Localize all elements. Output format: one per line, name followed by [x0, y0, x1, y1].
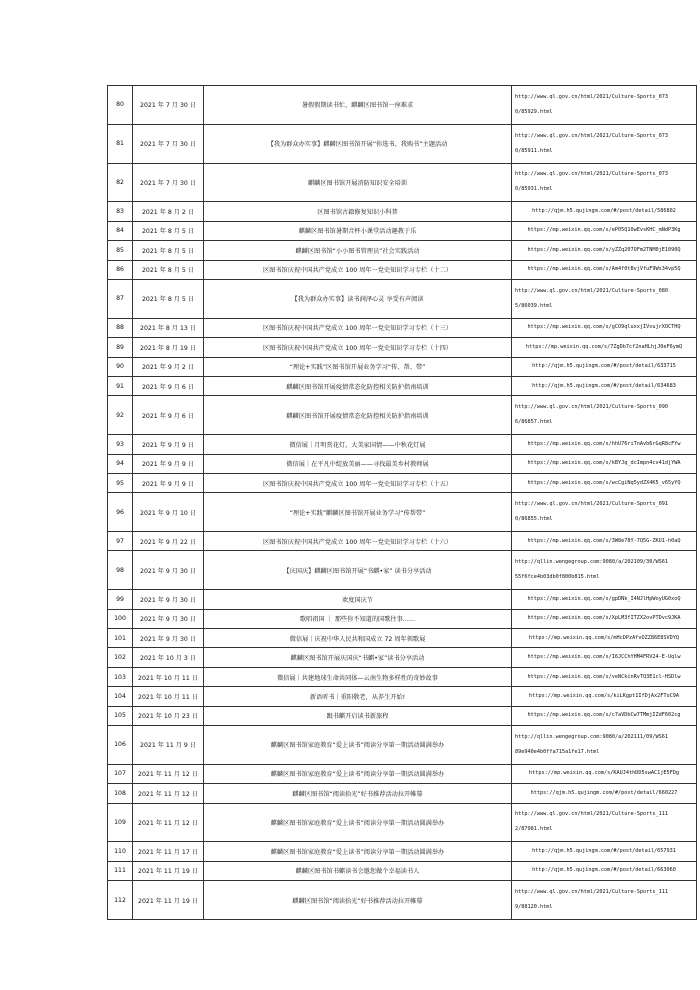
- table-row: [108, 667, 697, 686]
- url-text-line[interactable]: https://mp.weixin.qq.com/s/c7aVDbCw7TMmjIZdF602cg: [527, 712, 681, 719]
- title-cell: 麒麟区图书馆开展消防知识安全培训: [204, 163, 512, 202]
- table-row: [108, 629, 697, 648]
- url-text-line[interactable]: 0/85911.html: [515, 147, 553, 154]
- url-cell: [512, 861, 697, 880]
- table-row: [108, 318, 697, 337]
- row-number-cell: 104: [108, 687, 133, 706]
- url-cell: [512, 221, 697, 240]
- date-cell: 2021 年 9 月 30 日: [133, 590, 204, 609]
- date-cell: 2021 年 8 月 5 日: [133, 241, 204, 260]
- date-cell: 2021 年 11 月 17 日: [133, 842, 204, 861]
- url-cell: [512, 881, 697, 920]
- row-number-cell: 96: [108, 493, 133, 532]
- table-row: [108, 221, 697, 240]
- url-text-line[interactable]: http://www.ql.gov.cn/html/2021/Culture-Sports_073: [515, 171, 669, 178]
- url-cell: [512, 609, 697, 628]
- url-text-line[interactable]: https://mp.weixin.qq.com/s/XpLM3fITZX2ovPTDvc9JKA: [527, 615, 681, 622]
- title-cell: 微信展｜共建地球生命共同体—云南生物多样性的奇妙故事: [204, 667, 512, 686]
- date-cell: 2021 年 8 月 5 日: [133, 260, 204, 279]
- table-row: [108, 784, 697, 803]
- table-row: [108, 532, 697, 551]
- url-text-line[interactable]: https://mp.weixin.qq.com/s/hhU76riTnAvb6rGqR8cFYw: [527, 440, 681, 447]
- date-cell: 2021 年 9 月 30 日: [133, 629, 204, 648]
- date-cell: 2021 年 8 月 2 日: [133, 202, 204, 221]
- row-number-cell: 102: [108, 648, 133, 667]
- table-row: [108, 590, 697, 609]
- title-cell: 区图书馆庆祝中国共产党成立 100 周年一党史知识学习专栏（十六）: [204, 532, 512, 551]
- title-cell: 麒麟区图书馆“阅读拾光”好书推荐活动拉开帷幕: [204, 784, 512, 803]
- table-body: [108, 86, 697, 920]
- url-cell: [512, 357, 697, 376]
- row-number-cell: 80: [108, 86, 133, 125]
- title-cell: 麒麟区图书馆家庭教育“爱上读书”阅读分享第一期活动圆满举办: [204, 764, 512, 783]
- title-cell: 麒麟区图书馆书麒读书会邀您做个幸福读书人: [204, 861, 512, 880]
- row-number-cell: 111: [108, 861, 133, 880]
- row-number-cell: 106: [108, 726, 133, 765]
- url-cell: [512, 726, 697, 765]
- url-text-line[interactable]: http://qjm.h5.qujingm.com/#/post/detail/586802: [532, 208, 676, 215]
- date-cell: 2021 年 11 月 19 日: [133, 861, 204, 880]
- row-number-cell: 100: [108, 609, 133, 628]
- table-row: [108, 648, 697, 667]
- title-cell: 歌唱祖国 ｜ 那些你不知道的国歌往事……: [204, 609, 512, 628]
- url-cell: [512, 764, 697, 783]
- date-cell: 2021 年 11 月 12 日: [133, 764, 204, 783]
- url-text-line[interactable]: http://www.ql.gov.cn/html/2021/Culture-Sports_111: [515, 811, 669, 818]
- date-cell: 2021 年 9 月 30 日: [133, 609, 204, 628]
- title-cell: 跟书麒开启读书新旅程: [204, 706, 512, 725]
- date-cell: 2021 年 9 月 6 日: [133, 376, 204, 395]
- url-text-line[interactable]: http://qjm.h5.qujingm.com/#/post/detail/634683: [532, 382, 676, 389]
- url-text-line[interactable]: https://mp.weixin.qq.com/s/I6JCChYHM4FRV24-E-Uqlw: [527, 654, 681, 661]
- row-number-cell: 99: [108, 590, 133, 609]
- title-cell: 区图书馆庆祝中国共产党成立 100 周年一党史知识学习专栏（十二）: [204, 260, 512, 279]
- url-cell: [512, 86, 697, 125]
- url-text-line[interactable]: https://mp.weixin.qq.com/s/veNCkinRvTQ3E1cl-HSDlw: [527, 673, 681, 680]
- date-cell: 2021 年 11 月 12 日: [133, 784, 204, 803]
- row-number-cell: 82: [108, 163, 133, 202]
- table-row: [108, 396, 697, 435]
- url-cell: [512, 396, 697, 435]
- url-text-line[interactable]: https://qjm.h5.qujingm.com/#/post/detail/660227: [530, 789, 678, 796]
- title-cell: 区图书馆古籍修复知识小科普: [204, 202, 512, 221]
- date-cell: 2021 年 9 月 10 日: [133, 493, 204, 532]
- url-text-line[interactable]: 5/86039.html: [515, 302, 553, 309]
- date-cell: 2021 年 11 月 19 日: [133, 881, 204, 920]
- title-cell: 麒麟区图书馆开展疫情常态化防控相关防护指南培训: [204, 376, 512, 395]
- url-text-line[interactable]: http://www.ql.gov.cn/html/2021/Culture-Sports_073: [515, 132, 669, 139]
- url-text-line[interactable]: https://mp.weixin.qq.com/s/wcCgiNq5ydZX4K5_v65yYQ: [527, 479, 681, 486]
- url-text-line[interactable]: 55f6fce4b03db0f800b815.html: [515, 574, 600, 581]
- row-number-cell: 93: [108, 435, 133, 454]
- table-row: [108, 881, 697, 920]
- row-number-cell: 89: [108, 338, 133, 357]
- url-text-line[interactable]: http://www.ql.gov.cn/html/2021/Culture-Sports_090: [515, 404, 669, 411]
- row-number-cell: 103: [108, 667, 133, 686]
- url-text-line[interactable]: http://qjm.h5.qujingm.com/#/post/detail/663060: [532, 867, 676, 874]
- url-text-line[interactable]: https://mp.weixin.qq.com/s/7ZgDb7cf2naHLhjJ0eF6ymQ: [525, 343, 683, 350]
- date-cell: 2021 年 7 月 30 日: [133, 86, 204, 125]
- title-cell: “理论+实践”区图书馆开展业务学习“传、帮、带”: [204, 357, 512, 376]
- row-number-cell: 83: [108, 202, 133, 221]
- row-number-cell: 109: [108, 803, 133, 842]
- url-cell: [512, 590, 697, 609]
- table-row: [108, 260, 697, 279]
- row-number-cell: 92: [108, 396, 133, 435]
- date-cell: 2021 年 9 月 2 日: [133, 357, 204, 376]
- date-cell: 2021 年 7 月 30 日: [133, 124, 204, 163]
- url-cell: [512, 784, 697, 803]
- date-cell: 2021 年 8 月 5 日: [133, 221, 204, 240]
- row-number-cell: 98: [108, 551, 133, 590]
- url-cell: [512, 667, 697, 686]
- date-cell: 2021 年 11 月 9 日: [133, 726, 204, 765]
- url-text-line[interactable]: 0/86855.html: [515, 516, 553, 523]
- date-cell: 2021 年 8 月 13 日: [133, 318, 204, 337]
- table-row: [108, 124, 697, 163]
- row-number-cell: 90: [108, 357, 133, 376]
- row-number-cell: 105: [108, 706, 133, 725]
- url-text-line[interactable]: https://mp.weixin.qq.com/s/kiLKgpt1IfDjAx2FToC9A: [529, 692, 679, 699]
- table-row: [108, 726, 697, 765]
- table-row: [108, 357, 697, 376]
- title-cell: 欢度国庆节: [204, 590, 512, 609]
- table-row: [108, 842, 697, 861]
- row-number-cell: 88: [108, 318, 133, 337]
- date-cell: 2021 年 10 月 11 日: [133, 687, 204, 706]
- url-text-line[interactable]: 89e940e4b0ffa715a1fe17.html: [515, 748, 600, 755]
- title-cell: 新语听书｜重阳敬老，从养生开始!: [204, 687, 512, 706]
- table-row: [108, 473, 697, 492]
- url-cell: [512, 706, 697, 725]
- url-text-line[interactable]: https://mp.weixin.qq.com/s/eP05Q10wEvsKHC_mNdP3Kg: [527, 227, 681, 234]
- table-row: [108, 376, 697, 395]
- url-text-line[interactable]: http://www.ql.gov.cn/html/2021/Culture-Sports_080: [515, 287, 669, 294]
- url-cell: [512, 648, 697, 667]
- row-number-cell: 85: [108, 241, 133, 260]
- title-cell: 区图书馆庆祝中国共产党成立 100 周年一党史知识学习专栏（十三）: [204, 318, 512, 337]
- table-row: [108, 861, 697, 880]
- table-row: [108, 163, 697, 202]
- url-cell: [512, 803, 697, 842]
- row-number-cell: 107: [108, 764, 133, 783]
- url-text-line[interactable]: http://www.ql.gov.cn/html/2021/Culture-Sports_111: [515, 889, 669, 896]
- date-cell: 2021 年 8 月 19 日: [133, 338, 204, 357]
- title-cell: 麒麟区图书馆开展疫情常态化防控相关防护指南培训: [204, 396, 512, 435]
- title-cell: 微信展｜在平凡中绽放美丽——寻找最美乡村教师展: [204, 454, 512, 473]
- title-cell: “理论+实践”麒麟区图书馆开展业务学习“传帮带”: [204, 493, 512, 532]
- url-text-line[interactable]: http://qllin.wengegroup.com:9080/a/202109/30/WS61: [515, 559, 669, 566]
- title-cell: 麒麟区图书馆家庭教育“爱上读书”阅读分享第一期活动圆满举办: [204, 842, 512, 861]
- date-cell: 2021 年 10 月 11 日: [133, 667, 204, 686]
- title-cell: 麒麟区图书馆“小小图书管理员”社会实践活动: [204, 241, 512, 260]
- url-cell: [512, 473, 697, 492]
- table-row: [108, 551, 697, 590]
- url-cell: [512, 241, 697, 260]
- url-cell: [512, 493, 697, 532]
- title-cell: 麒麟区图书馆开展庆国庆“书麒•家”读书分享活动: [204, 648, 512, 667]
- table-row: [108, 241, 697, 260]
- url-text-line[interactable]: https://mp.weixin.qq.com/s/kBYJq_dcImpn4cv41djYWA: [527, 460, 681, 467]
- url-text-line[interactable]: 6/86857.html: [515, 419, 553, 426]
- date-cell: 2021 年 7 月 30 日: [133, 163, 204, 202]
- table-row: [108, 202, 697, 221]
- url-text-line[interactable]: http://www.ql.gov.cn/html/2021/Culture-Sports_073: [515, 93, 669, 100]
- url-text-line[interactable]: 0/85931.html: [515, 186, 553, 193]
- table-row: [108, 338, 697, 357]
- title-cell: 区图书馆庆祝中国共产党成立 100 周年一党史知识学习专栏（十五）: [204, 473, 512, 492]
- date-cell: 2021 年 9 月 30 日: [133, 551, 204, 590]
- url-cell: [512, 124, 697, 163]
- title-cell: 【庆国庆】麒麟区图书馆开展“书麒•家” 读书分享活动: [204, 551, 512, 590]
- table-row: [108, 493, 697, 532]
- title-cell: 麒麟区图书馆家庭教育“爱上读书”阅读分享第一期活动圆满举办: [204, 803, 512, 842]
- title-cell: 麒麟区图书馆“阅读拾光”好书推荐活动拉开帷幕: [204, 881, 512, 920]
- url-text-line[interactable]: http://qjm.h5.qujingm.com/#/post/detail/633715: [532, 363, 676, 370]
- url-cell: [512, 202, 697, 221]
- row-number-cell: 112: [108, 881, 133, 920]
- row-number-cell: 110: [108, 842, 133, 861]
- date-cell: 2021 年 8 月 5 日: [133, 279, 204, 318]
- publicity-records-table: [107, 85, 697, 920]
- table-row: [108, 279, 697, 318]
- row-number-cell: 84: [108, 221, 133, 240]
- table-row: [108, 687, 697, 706]
- row-number-cell: 97: [108, 532, 133, 551]
- date-cell: 2021 年 10 月 3 日: [133, 648, 204, 667]
- url-text-line[interactable]: https://mp.weixin.qq.com/s/KAUJ4thDD5swAC1jE5FDg: [529, 770, 679, 777]
- url-text-line[interactable]: https://mp.weixin.qq.com/s/3W8e78Y-7Q5G-ZKU1-h0aQ: [527, 537, 681, 544]
- url-text-line[interactable]: https://mp.weixin.qq.com/s/gpDNk_I4NJlHpWoyUG0xoQ: [527, 595, 681, 602]
- url-text-line[interactable]: https://mp.weixin.qq.com/s/yZZq207OFm2TNM0jE1090Q: [527, 246, 681, 253]
- title-cell: 微信展｜月明赏花灯，大美家国情——中秋花灯展: [204, 435, 512, 454]
- url-cell: [512, 163, 697, 202]
- url-text-line[interactable]: http://qllin.wengegroup.com:9080/a/202111/09/WS61: [515, 733, 669, 740]
- url-cell: [512, 454, 697, 473]
- row-number-cell: 81: [108, 124, 133, 163]
- url-text-line[interactable]: http://www.ql.gov.cn/html/2021/Culture-Sports_091: [515, 501, 669, 508]
- url-cell: [512, 260, 697, 279]
- table-row: [108, 706, 697, 725]
- url-cell: [512, 279, 697, 318]
- url-cell: [512, 687, 697, 706]
- row-number-cell: 86: [108, 260, 133, 279]
- url-text-line[interactable]: https://mp.weixin.qq.com/s/gCO9qluxxjIVxujrXOCTHQ: [527, 324, 681, 331]
- table-row: [108, 803, 697, 842]
- title-cell: 【我为群众办实事】麒麟区图书馆开展“你选书、我购书”主题活动: [204, 124, 512, 163]
- row-number-cell: 108: [108, 784, 133, 803]
- url-cell: [512, 376, 697, 395]
- title-cell: 【我为群众办实事】读书润泽心灵 享受有声阅读: [204, 279, 512, 318]
- table-row: [108, 454, 697, 473]
- date-cell: 2021 年 10 月 23 日: [133, 706, 204, 725]
- url-text-line[interactable]: https://mp.weixin.qq.com/s/mHcDPzAfvOZZ86E8SVDYQ: [529, 634, 679, 641]
- url-cell: [512, 629, 697, 648]
- date-cell: 2021 年 9 月 9 日: [133, 435, 204, 454]
- table-row: [108, 764, 697, 783]
- table-row: [108, 609, 697, 628]
- row-number-cell: 87: [108, 279, 133, 318]
- url-cell: [512, 551, 697, 590]
- row-number-cell: 101: [108, 629, 133, 648]
- row-number-cell: 94: [108, 454, 133, 473]
- title-cell: 麒麟区图书馆暑期音杯小课堂活动趣教于乐: [204, 221, 512, 240]
- url-text-line[interactable]: http://qjm.h5.qujingm.com/#/post/detail/657931: [532, 848, 676, 855]
- title-cell: 暑假假期读书忙，麒麟区图书馆一座难求: [204, 86, 512, 125]
- date-cell: 2021 年 9 月 9 日: [133, 454, 204, 473]
- date-cell: 2021 年 11 月 12 日: [133, 803, 204, 842]
- url-cell: [512, 532, 697, 551]
- date-cell: 2021 年 9 月 22 日: [133, 532, 204, 551]
- title-cell: 区图书馆庆祝中国共产党成立 100 周年一党史知识学习专栏（十四）: [204, 338, 512, 357]
- table-row: [108, 86, 697, 125]
- url-text-line[interactable]: 0/85929.html: [515, 108, 553, 115]
- url-cell: [512, 338, 697, 357]
- url-text-line[interactable]: 9/88120.html: [515, 904, 553, 911]
- date-cell: 2021 年 9 月 6 日: [133, 396, 204, 435]
- row-number-cell: 95: [108, 473, 133, 492]
- title-cell: 麒麟区图书馆家庭教育“爱上读书”阅读分享第一期活动圆满举办: [204, 726, 512, 765]
- url-text-line[interactable]: 2/87981.html: [515, 826, 553, 833]
- title-cell: 微信展｜庆祝中华人民共和国成立 72 周年领歌展: [204, 629, 512, 648]
- url-cell: [512, 318, 697, 337]
- url-text-line[interactable]: https://mp.weixin.qq.com/s/Am4f0tBvjVfuF9Ws34vp5Q: [527, 266, 681, 273]
- date-cell: 2021 年 9 月 9 日: [133, 473, 204, 492]
- url-cell: [512, 435, 697, 454]
- table-row: [108, 435, 697, 454]
- url-cell: [512, 842, 697, 861]
- row-number-cell: 91: [108, 376, 133, 395]
